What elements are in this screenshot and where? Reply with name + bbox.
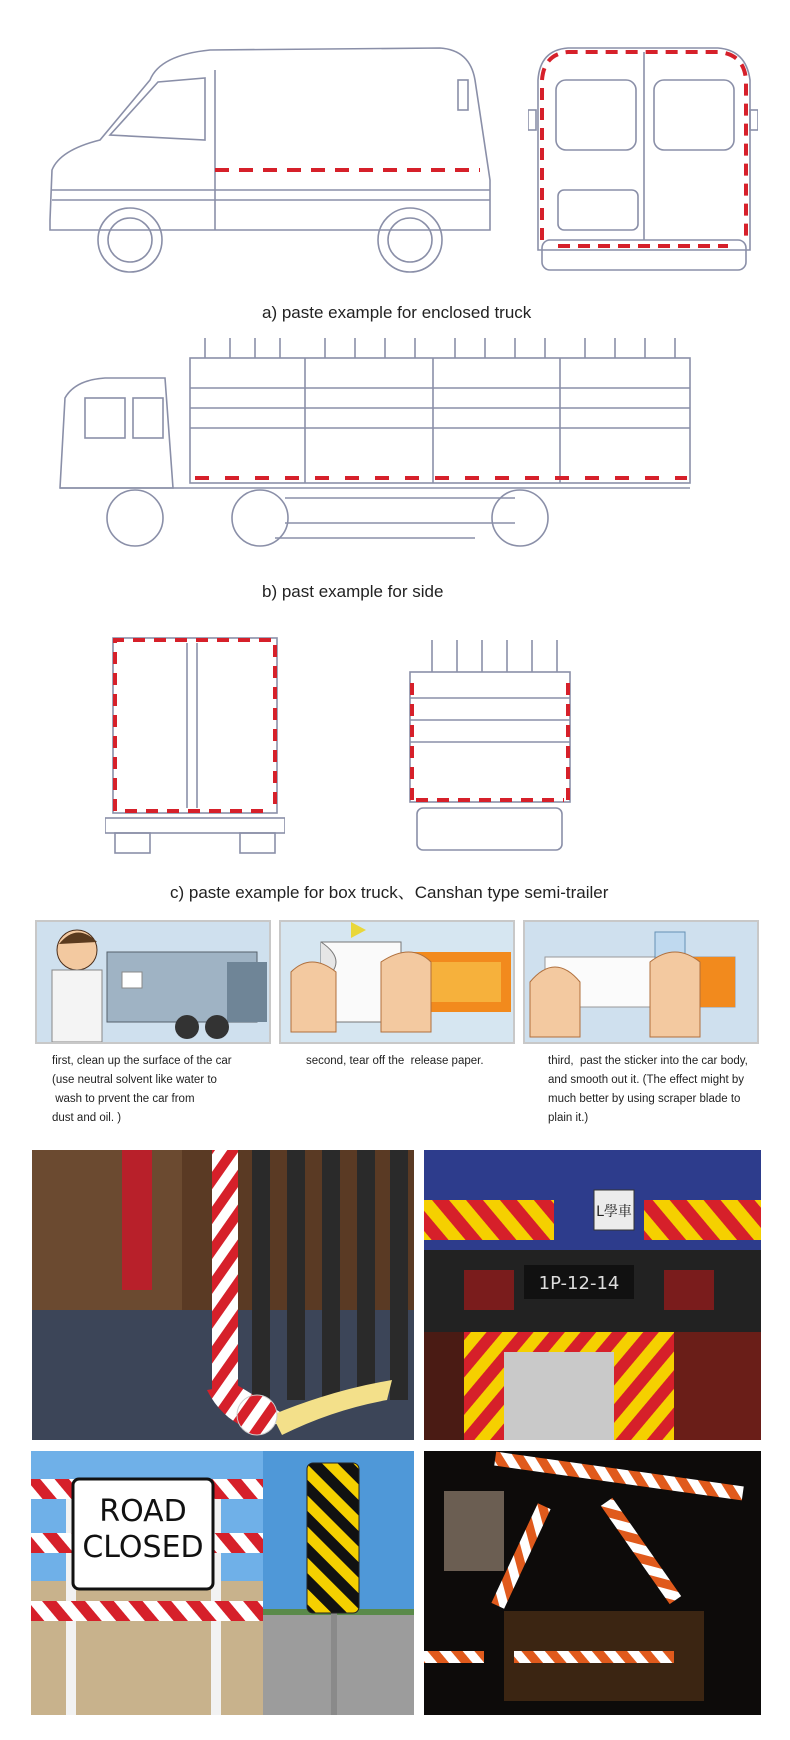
truck-plate: 1P-12-14 (538, 1273, 620, 1294)
step2-illustration (279, 920, 515, 1044)
box-truck-rear-diagram (105, 628, 285, 858)
truck-badge: L學車 (596, 1204, 632, 1220)
sign-line-closed: CLOSED (82, 1530, 204, 1565)
step1-illustration (35, 920, 271, 1044)
van-rear-diagram (528, 40, 758, 285)
photo-fire-truck (424, 1332, 761, 1440)
van-side-diagram (40, 40, 500, 280)
photo-night-bucket-truck (424, 1451, 761, 1715)
photo-pole-tape (32, 1150, 414, 1440)
step1-text: first, clean up the surface of the car (use neutral solvent like water to wash to prvent the car from dust and oil. ) (52, 1055, 232, 1124)
sign-line-road: ROAD (99, 1494, 187, 1529)
semi-trailer-rear-diagram (402, 640, 577, 855)
photo-hazard-marker (263, 1451, 414, 1715)
caption-b: b) past example for side (262, 582, 444, 601)
photo-road-closed (31, 1451, 263, 1715)
photo-truck-rear (424, 1150, 761, 1332)
caption-a: a) paste example for enclosed truck (262, 303, 532, 322)
truck-side-diagram (55, 338, 695, 558)
step3-illustration (523, 920, 759, 1044)
step2-text: second, tear off the release paper. (306, 1055, 484, 1067)
caption-c: c) paste example for box truck、Canshan type semi-trailer (170, 883, 609, 902)
step3-text: third, past the sticker into the car body, and smooth out it. (The effect might by much better by using scraper blade to plain it.) (548, 1055, 748, 1124)
